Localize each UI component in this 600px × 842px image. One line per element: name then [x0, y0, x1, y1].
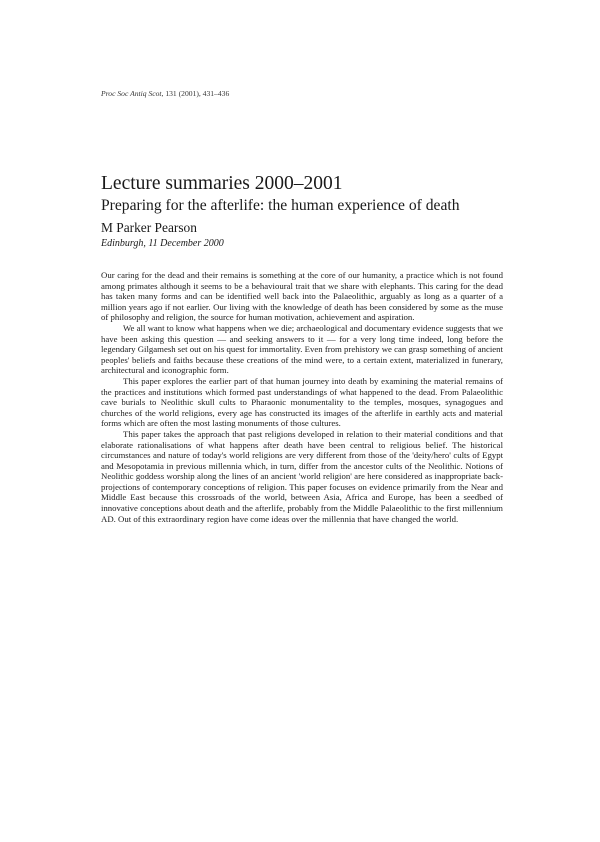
venue-date: Edinburgh, 11 December 2000: [101, 238, 224, 249]
body-paragraph-4: This paper takes the approach that past religions developed in relation to their material conditions and that elaborate rationalisations of what happens after death have been central to religious belief. The historical circumstances and nature of today's world religions are very different from those of the 'deity/hero' cults of Egypt and Mesopotamia in previous millennia which, in turn, differ from the ancestor cults of the Neolithic. Notions of Neolithic goddess worship along the lines of an ancient 'world religion' are here considered as inappropriate back-projections of contemporary conceptions of religion. This paper focuses on evidence primarily from the Near and Middle East because this crossroads of the world, between Asia, Africa and Europe, has been a seedbed of innovative conceptions about death and the afterlife, probably from the Middle Palaeolithic to the first millennium AD. Out of this extraordinary region have come ideas over the millennia that have changed the world.: [101, 428, 503, 524]
journal-name: Proc Soc Antiq Scot: [101, 89, 162, 98]
body-paragraph-1: Our caring for the dead and their remains is something at the core of our humanity, a practice which is not found among primates although it seems to be a behavioural trait that we share with elephants. This caring for the dead has taken many forms and can be identified well back into the Palaeolithic, arguably as long as a quarter of a million years ago if not earlier. Our living with the knowledge of death has been considered by some as the muse of philosophy and religion, the source for human motivation, achievement and aspiration.: [101, 270, 503, 323]
journal-citation: [101, 89, 229, 98]
author-name: M Parker Pearson: [101, 220, 197, 235]
lecture-title: Preparing for the afterlife: the human experience of death: [101, 197, 460, 214]
body-paragraph-2: We all want to know what happens when we die; archaeological and documentary evidence suggests that we have been asking this question — and seeking answers to it — for a very long time indeed, long before the legendary Gilgamesh set out on his quest for immortality. Even from prehistory we can grasp something of ancient peoples' beliefs and faiths because these creations of the mind were, to a certain extent, materialized in funerary, architectural and iconographic form.: [101, 322, 503, 376]
article-body: [101, 270, 503, 524]
body-paragraph-3: This paper explores the earlier part of that human journey into death by examining the material remains of the practices and institutions which formed past understandings of what happened to the dead. From Palaeolithic cave burials to Neolithic skull cults to Pharaonic monumentality to the temples, mosques, synagogues and churches of the world religions, every age has constructed its images of the afterlife in earthly acts and material forms which are often the most lasting monuments of those cultures.: [101, 375, 503, 429]
volume-pages: , 131 (2001), 431–436: [161, 89, 230, 98]
series-title: Lecture summaries 2000–2001: [101, 173, 343, 194]
